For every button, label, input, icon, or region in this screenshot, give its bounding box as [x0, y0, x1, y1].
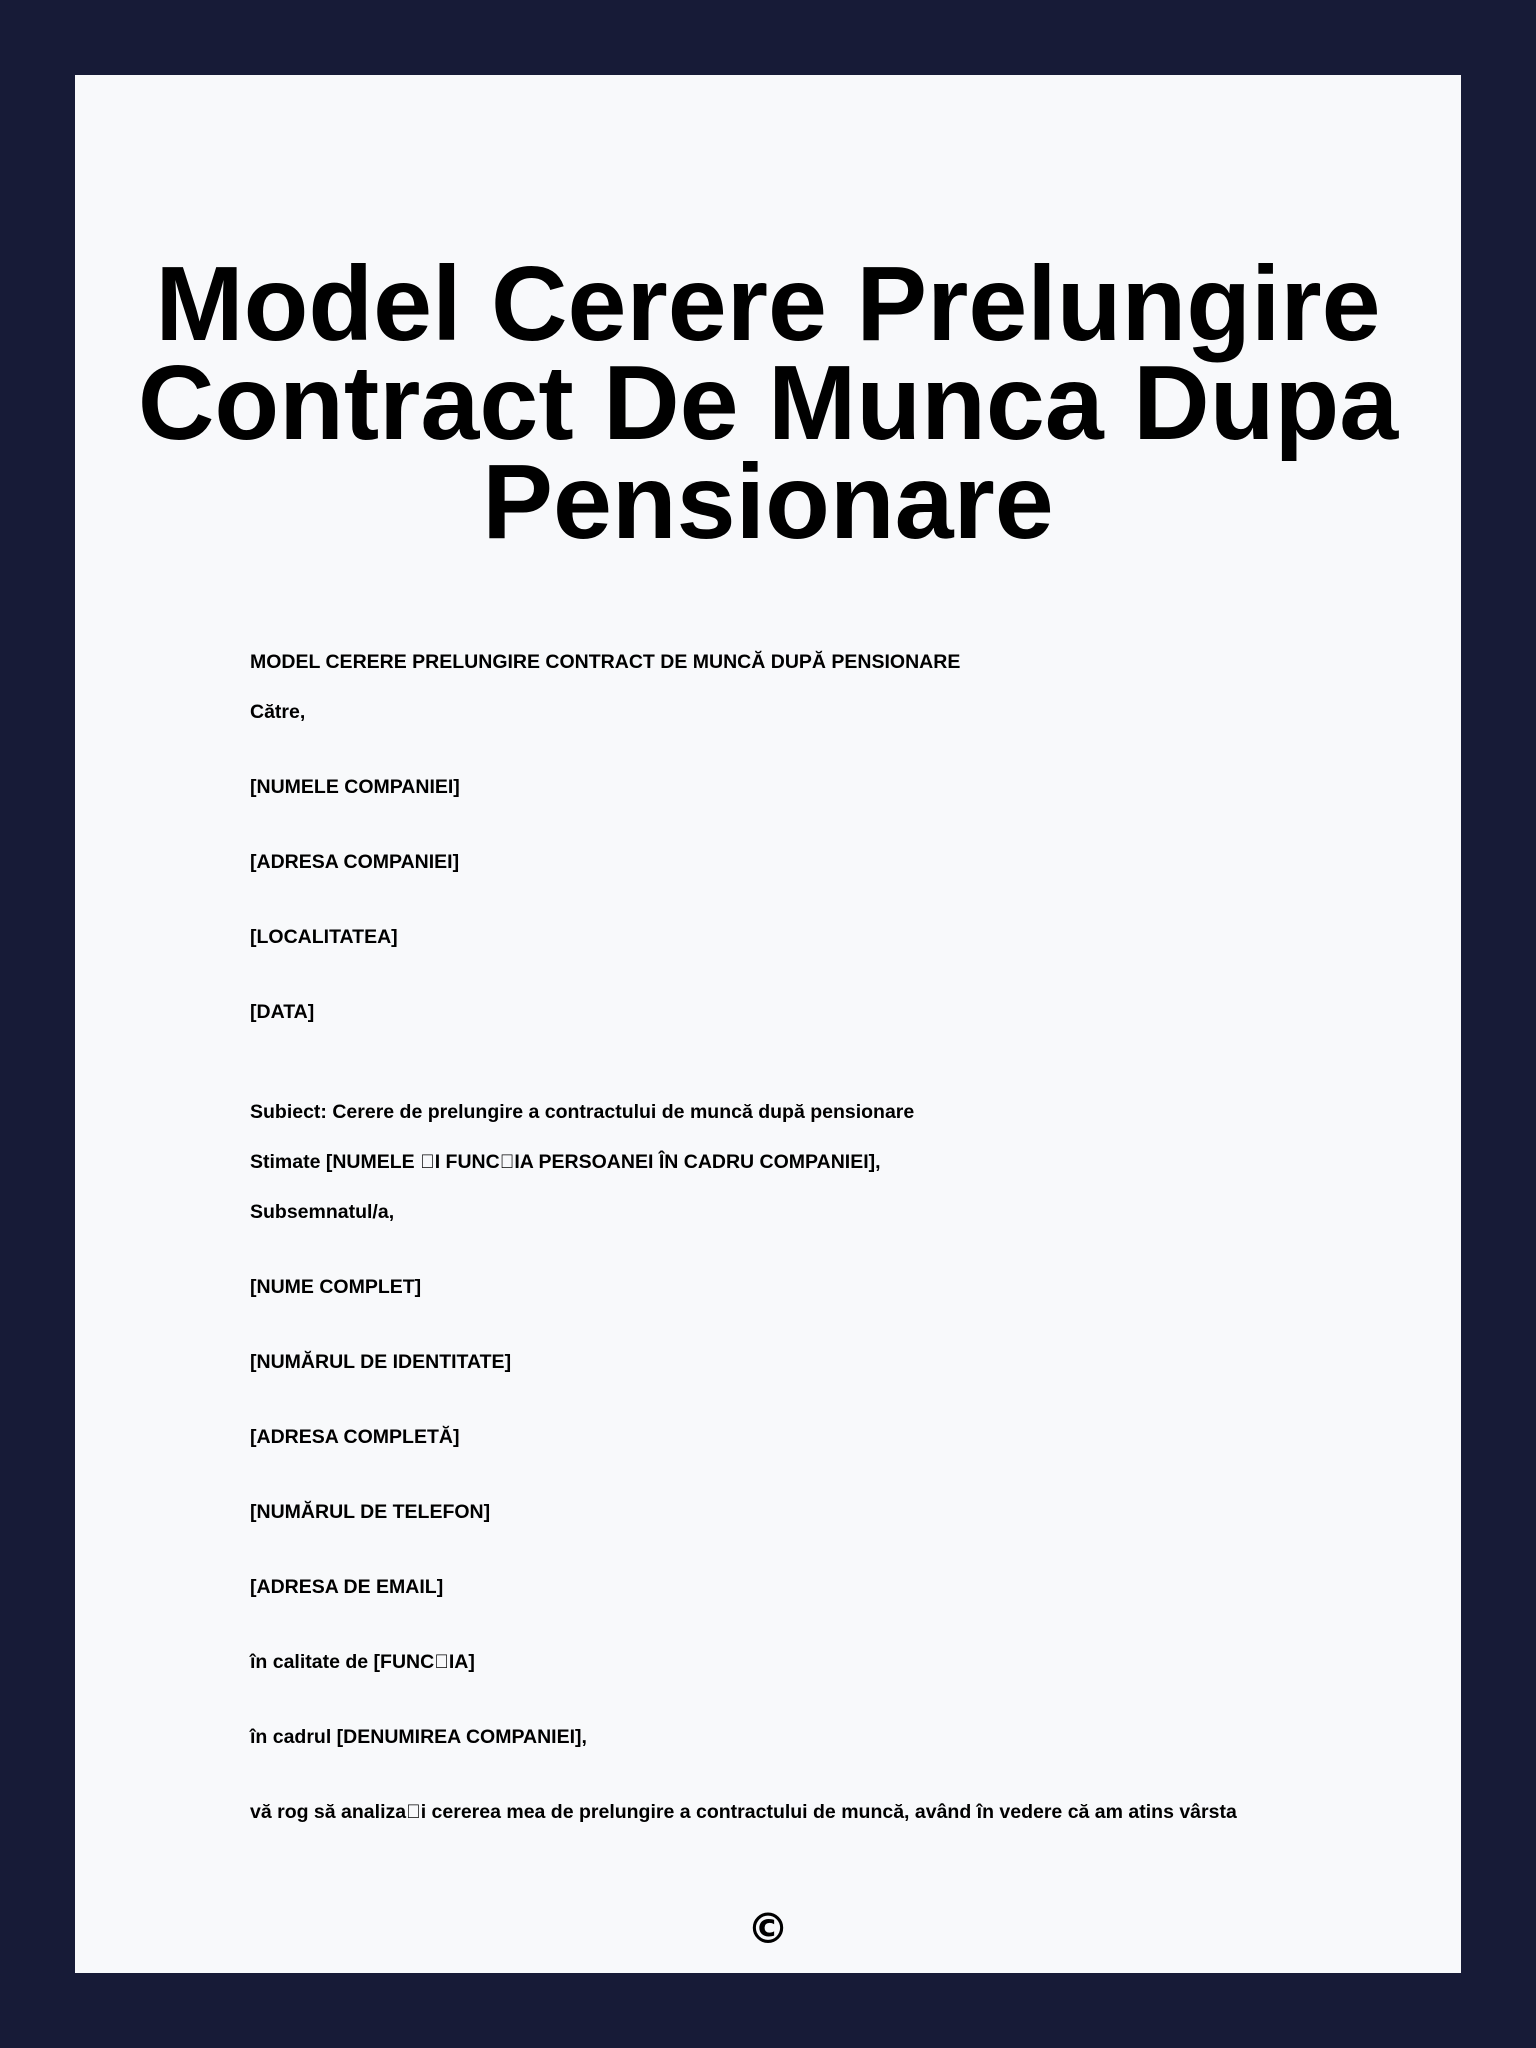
email-address-line: [ADRESA DE EMAIL] [250, 1576, 444, 1598]
company-name-line: [NUMELE COMPANIEI] [250, 776, 460, 798]
full-address-line: [ADRESA COMPLETĂ] [250, 1426, 460, 1448]
locality-line: [LOCALITATEA] [250, 926, 398, 948]
company-denomination-line: în cadrul [DENUMIREA COMPANIEI], [250, 1726, 587, 1748]
request-body-line: vă rog să analiza i cererea mea de prelungire a contractului de muncă, având în vedere că am atins vârsta [250, 1801, 1237, 1823]
undersigned-line: Subsemnatul/a, [250, 1201, 395, 1223]
subject-line: Subiect: Cerere de prelungire a contractului de muncă după pensionare [250, 1101, 915, 1123]
salutation-line: Către, [250, 701, 306, 723]
document-title: Model Cerere Prelungire Contract De Munca Dupa Pensionare [137, 245, 1399, 561]
position-line: în calitate de [FUNC IA] [250, 1651, 475, 1673]
document-heading: MODEL CERERE PRELUNGIRE CONTRACT DE MUNCĂ DUPĂ PENSIONARE [250, 651, 961, 673]
company-address-line: [ADRESA COMPANIEI] [250, 851, 460, 873]
date-line: [DATA] [250, 1001, 315, 1023]
copyright-icon: © [747, 1904, 789, 1953]
id-number-line: [NUMĂRUL DE IDENTITATE] [250, 1351, 512, 1373]
greeting-line: Stimate [NUMELE  I FUNC IA PERSOANEI ÎN CADRU COMPANIEI], [250, 1151, 881, 1173]
full-name-line: [NUME COMPLET] [250, 1276, 422, 1298]
document-page [75, 75, 1461, 1973]
phone-number-line: [NUMĂRUL DE TELEFON] [250, 1501, 491, 1523]
